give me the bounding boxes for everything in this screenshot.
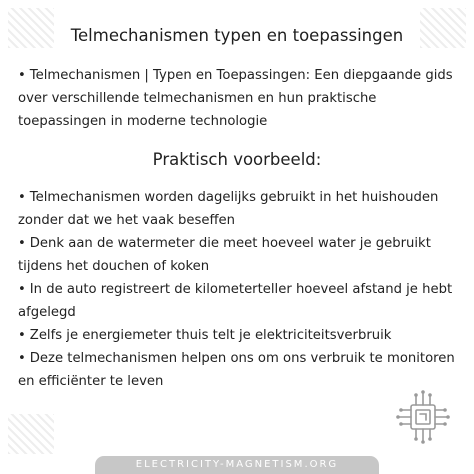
bullet: • (18, 351, 26, 366)
section-title: Praktisch voorbeeld: (152, 150, 322, 169)
page-title: Telmechanismen typen en toepassingen (70, 26, 404, 45)
example-list (18, 186, 462, 393)
intro-text: Telmechanismen | Typen en Toepassingen: Een diepgaande gids over verschillende telmechanismen en hun praktische toepassingen in moderne technologie (18, 68, 453, 129)
bullet: • (18, 190, 26, 205)
list-item-text: Denk aan de watermeter die meet hoeveel water je gebruikt tijdens het douchen of koken (18, 236, 431, 274)
list-item (18, 232, 462, 278)
intro-paragraph (18, 64, 462, 133)
list-item (18, 278, 462, 324)
list-item (18, 347, 462, 393)
site-footer: ELECTRICITY-MAGNETISM.ORG (95, 456, 379, 474)
list-item-text: In de auto registreert de kilometerteller hoeveel afstand je hebt afgelegd (18, 282, 453, 320)
bullet: • (18, 328, 26, 343)
list-item-text: Zelfs je energiemeter thuis telt je elektriciteitsverbruik (29, 328, 392, 343)
decorative-pattern (8, 414, 54, 454)
bullet: • (18, 282, 26, 297)
circuit-chip-icon (394, 388, 452, 446)
list-item (18, 186, 462, 232)
list-item (18, 324, 462, 347)
bullet: • (18, 236, 26, 251)
list-item-text: Deze telmechanismen helpen ons om ons verbruik te monitoren en efficiënter te leven (18, 351, 455, 389)
list-item-text: Telmechanismen worden dagelijks gebruikt in het huishouden zonder dat we het vaak beseffen (18, 190, 439, 228)
bullet: • (18, 68, 26, 83)
